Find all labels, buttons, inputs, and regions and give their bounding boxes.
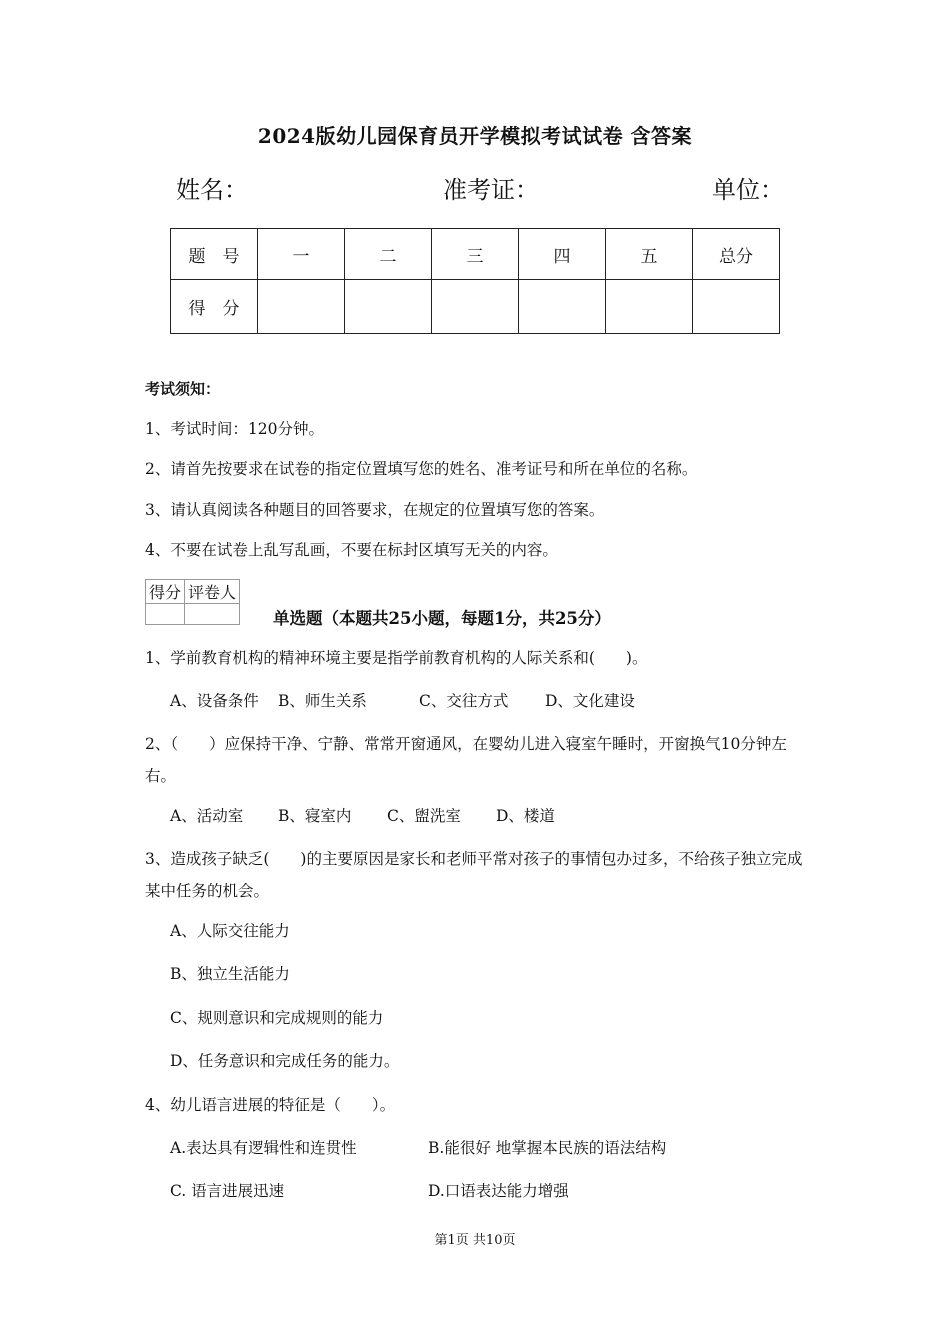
notice-item: 1、考试时间：120分钟。 [145,420,324,438]
grader-reviewer-cell[interactable] [185,604,240,625]
score-cell[interactable] [519,280,606,334]
unit-field-label: 单位： [712,176,784,204]
score-cell[interactable] [345,280,432,334]
notice-item: 2、请首先按要求在试卷的指定位置填写您的姓名、准考证号和所在单位的名称。 [145,460,698,478]
question-option: B.能很好 地掌握本民族的语法结构 [428,1139,667,1157]
question-option: C、规则意识和完成规则的能力 [170,1009,384,1027]
score-table-header-cell: 一 [258,229,345,280]
notice-item: 4、不要在试卷上乱写乱画，不要在标封区填写无关的内容。 [145,541,558,559]
question-option: B、寝室内 [278,807,352,825]
grader-reviewer-label: 评卷人 [185,580,240,604]
score-table-header-cell: 五 [606,229,693,280]
score-table-header-cell: 总分 [693,229,780,280]
question-option: D、楼道 [496,807,555,825]
score-table-header-cell: 四 [519,229,606,280]
exam-number-field-label: 准考证： [443,176,539,204]
score-cell[interactable] [606,280,693,334]
score-table-header-cell: 三 [432,229,519,280]
question-stem: 4、幼儿语言进展的特征是（ ）。 [145,1096,396,1114]
question-option: A、设备条件 [170,692,259,710]
notice-item: 3、请认真阅读各种题目的回答要求，在规定的位置填写您的答案。 [145,501,605,519]
section-title: 单选题（本题共25小题，每题1分，共25分） [273,609,611,628]
score-table-header-cell: 题 号 [171,229,258,280]
question-option: A.表达具有逻辑性和连贯性 [170,1139,357,1157]
question-option: C. 语言进展迅速 [170,1182,285,1200]
question-option: D、任务意识和完成任务的能力。 [170,1052,400,1070]
page-title: 2024版幼儿园保育员开学模拟考试试卷 含答案 [257,124,693,148]
score-cell[interactable] [258,280,345,334]
question-option: D、文化建设 [545,692,635,710]
grader-score-label: 得分 [146,580,185,604]
name-field-label: 姓名： [176,176,248,204]
score-cell[interactable] [432,280,519,334]
question-stem: 3、造成孩子缺乏( )的主要原因是家长和老师平常对孩子的事情包办过多，不给孩子独立完成某中任务的机会。 [145,850,803,900]
question-option: C、交往方式 [419,692,509,710]
score-cell[interactable] [693,280,780,334]
score-table-score-row [171,280,780,334]
score-table [170,228,780,334]
question-option: A、活动室 [170,807,244,825]
score-row-label: 得 分 [171,280,258,334]
notice-heading: 考试须知： [145,380,221,398]
score-table-header-row [171,229,780,280]
question-stem: 2、（ ）应保持干净、宁静、常常开窗通风，在婴幼儿进入寝室午睡时，开窗换气10分钟左右。 [145,735,787,785]
question-option: B、师生关系 [278,692,367,710]
page-footer: 第1页 共10页 [434,1233,516,1248]
question-stem: 1、学前教育机构的精神环境主要是指学前教育机构的人际关系和( )。 [145,649,648,667]
score-table-header-cell: 二 [345,229,432,280]
question-option: D.口语表达能力增强 [428,1182,569,1200]
question-option: C、盥洗室 [387,807,461,825]
question-option: A、人际交往能力 [170,922,290,940]
grader-score-cell[interactable] [146,604,185,625]
grader-box [145,579,240,625]
question-option: B、独立生活能力 [170,965,290,983]
